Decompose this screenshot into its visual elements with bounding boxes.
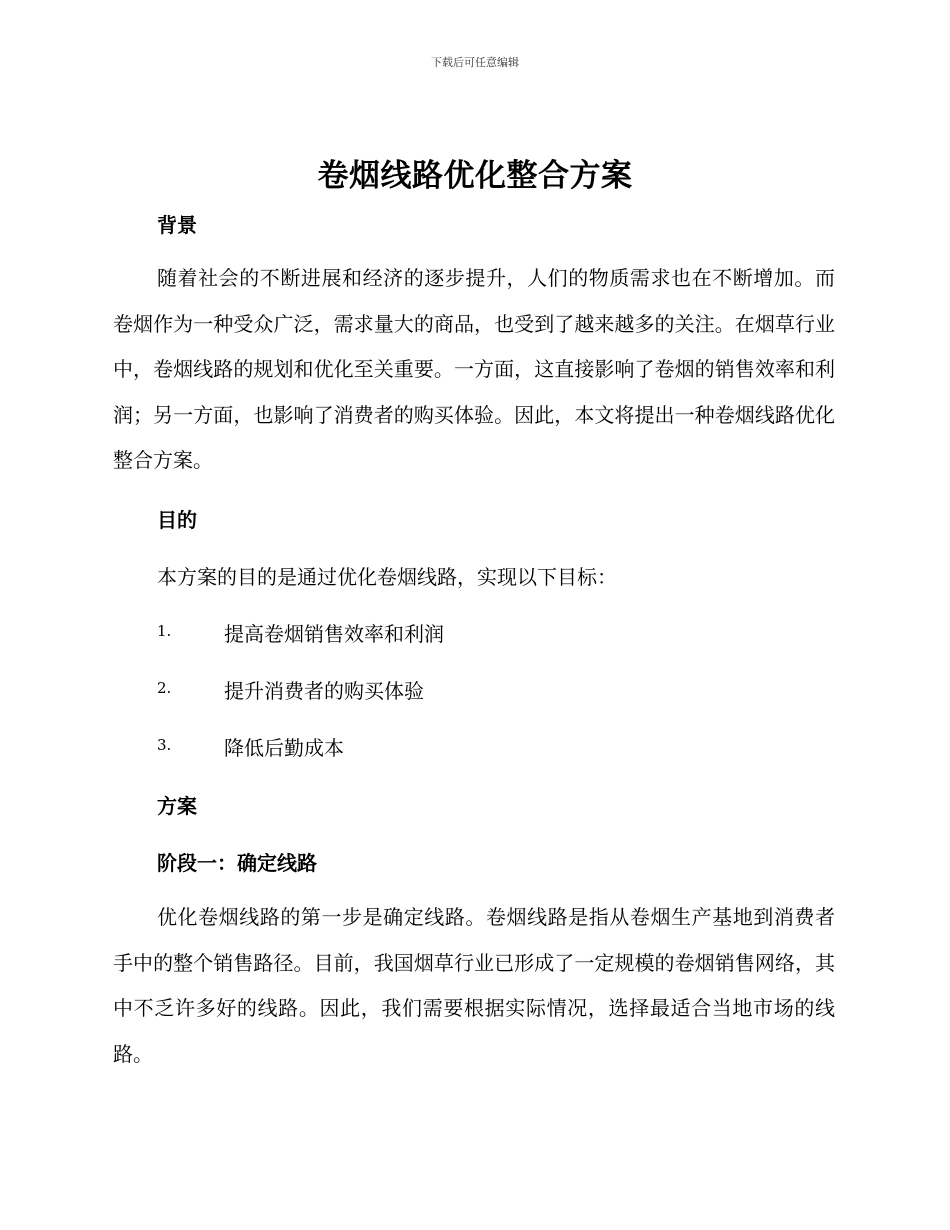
goal-intro: 本方案的目的是通过优化卷烟线路，实现以下目标： bbox=[157, 565, 617, 589]
subsection-heading-stage1: 阶段一：确定线路 bbox=[157, 851, 317, 875]
header-note: 下载后可任意编辑 bbox=[431, 56, 519, 69]
list-number: 3. bbox=[157, 736, 172, 754]
list-text: 降低后勤成本 bbox=[224, 736, 344, 760]
list-text: 提高卷烟销售效率和利润 bbox=[224, 622, 444, 646]
list-number: 2. bbox=[157, 679, 172, 697]
stage1-paragraph: 优化卷烟线路的第一步是确定线路。卷烟线路是指从卷烟生产基地到消费者手中的整个销售路径。目前，我国烟草行业已形成了一定规模的卷烟销售网络，其中不乏许多好的线路。因此，我们需要根据实际情况，选择最适合当地市场的线路。 bbox=[113, 905, 835, 1066]
document-title: 卷烟线路优化整合方案 bbox=[317, 158, 633, 194]
section-heading-background: 背景 bbox=[157, 213, 197, 237]
list-number: 1. bbox=[157, 622, 172, 640]
section-heading-plan: 方案 bbox=[157, 794, 197, 818]
list-text: 提升消费者的购买体验 bbox=[224, 679, 424, 703]
section-heading-goal: 目的 bbox=[157, 508, 197, 532]
background-paragraph: 随着社会的不断进展和经济的逐步提升，人们的物质需求也在不断增加。而卷烟作为一种受众广泛，需求量大的商品，也受到了越来越多的关注。在烟草行业中，卷烟线路的规划和优化至关重要。一方面，这直接影响了卷烟的销售效率和利润；另一方面，也影响了消费者的购买体验。因此，本文将提出一种卷烟线路优化整合方案。 bbox=[113, 266, 835, 472]
